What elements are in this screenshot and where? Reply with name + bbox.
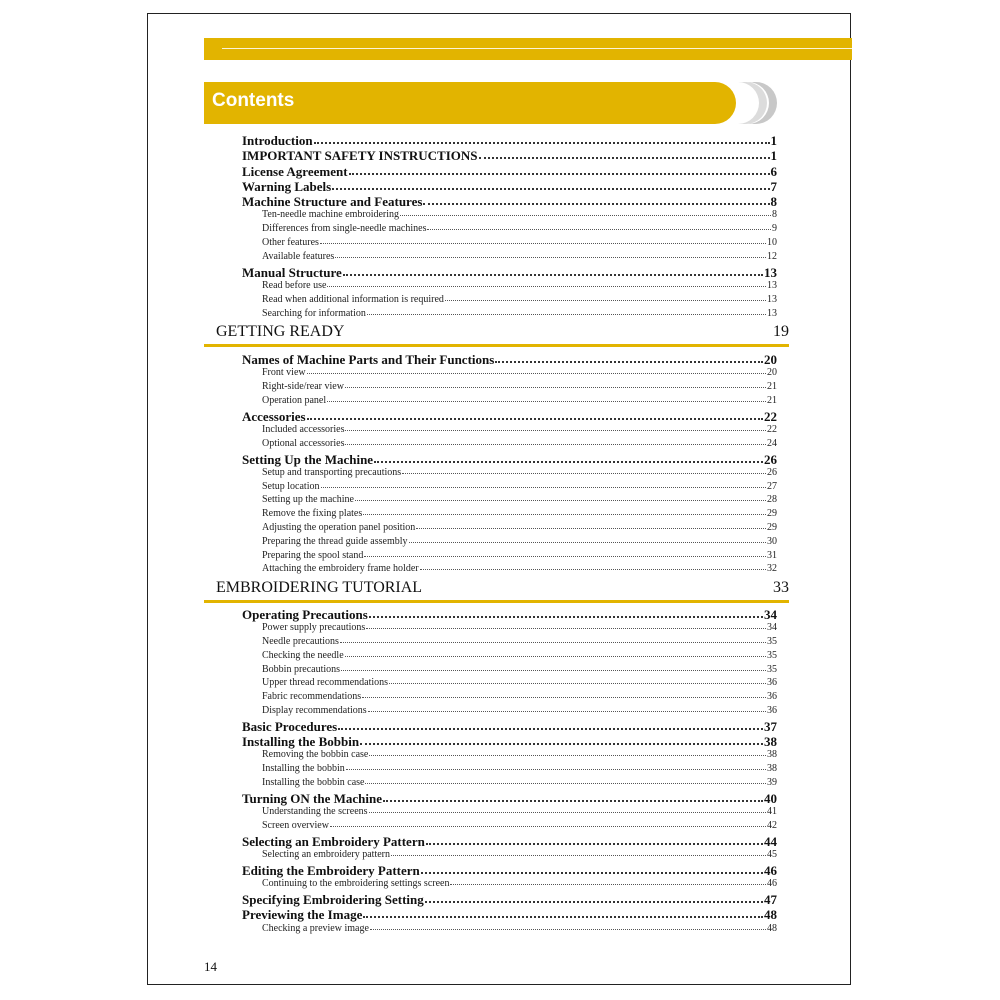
toc-entry[interactable] [242, 352, 777, 367]
toc-getting-ready-list [242, 352, 777, 577]
page-title: Contents [212, 90, 295, 111]
dot-leader [338, 718, 763, 730]
toc-entry-label: Selecting an embroidery pattern [262, 849, 391, 861]
dot-leader [450, 877, 766, 885]
toc-entry[interactable] [242, 719, 777, 734]
dot-leader [420, 562, 766, 570]
toc-entry-page: 37 [764, 718, 777, 734]
toc-entry[interactable] [242, 409, 777, 424]
page-number: 14 [204, 959, 217, 974]
toc-intro-list [242, 133, 777, 321]
dot-leader [367, 307, 766, 315]
toc-entry-label: Included accessories [262, 423, 345, 435]
toc-entry-label: Searching for information [262, 307, 366, 319]
toc-entry-page: 36 [767, 677, 777, 689]
toc-entry-label: Names of Machine Parts and Their Functions [242, 352, 495, 367]
dot-leader [368, 704, 766, 712]
section-page: 33 [773, 579, 789, 596]
toc-entry[interactable] [242, 607, 777, 622]
dot-leader [345, 437, 766, 445]
dot-leader [330, 819, 766, 827]
toc-entry[interactable] [242, 133, 777, 148]
dot-leader [369, 748, 766, 756]
toc-entry-page: 31 [767, 549, 777, 561]
toc-entry-page: 35 [767, 663, 777, 675]
toc-entry-page: 48 [764, 907, 777, 923]
toc-entry-page: 12 [767, 250, 777, 262]
dot-leader [307, 408, 763, 420]
toc-entry-label: Introduction [242, 133, 313, 148]
section-title: GETTING READY [216, 323, 345, 340]
toc-entry-label: Setup and transporting precautions [262, 466, 402, 478]
dot-leader [445, 293, 766, 301]
toc-entry-label: Differences from single-needle machines [262, 223, 427, 235]
toc-entry-page: 27 [767, 480, 777, 492]
dot-leader [364, 549, 766, 557]
toc-entry-page: 20 [767, 367, 777, 379]
toc-entry-label: Preparing the thread guide assembly [262, 535, 408, 547]
dot-leader [321, 480, 767, 488]
dot-leader [425, 891, 763, 903]
dot-leader [365, 776, 766, 784]
toc-entry-label: Installing the Bobbin [242, 734, 360, 750]
dot-leader [341, 663, 766, 671]
toc-subentry[interactable] [242, 563, 777, 577]
header-accent-bar [204, 38, 852, 60]
toc-subentry[interactable] [242, 777, 777, 791]
toc-entry-page: 48 [767, 922, 777, 934]
toc-entry-page: 45 [767, 849, 777, 861]
toc-entry-page: 10 [767, 237, 777, 249]
toc-entry-page: 1 [770, 133, 777, 148]
toc-subentry[interactable] [242, 308, 777, 322]
toc-entry-label: Specifying Embroidering Setting [242, 891, 424, 907]
toc-entry-label: Display recommendations [262, 705, 367, 717]
toc-subentry[interactable] [242, 494, 777, 508]
dot-leader [409, 535, 766, 543]
toc-entry-label: Preparing the spool stand [262, 549, 364, 561]
toc-entry-page: 38 [764, 734, 777, 750]
toc-entry-page: 47 [764, 891, 777, 907]
toc-subentry[interactable] [242, 223, 777, 237]
toc-entry-label: Checking the needle [262, 649, 344, 661]
toc-entry-label: Turning ON the Machine [242, 790, 383, 806]
toc-entry-label: Accessories [242, 408, 306, 424]
toc-entry[interactable] [242, 791, 777, 806]
toc-entry-label: Installing the bobbin [262, 763, 345, 775]
dot-leader [369, 606, 763, 618]
toc-entry-label: Setting Up the Machine [242, 451, 374, 467]
toc-entry-label: Warning Labels [242, 178, 332, 194]
toc-entry[interactable] [242, 265, 777, 280]
toc-entry-page: 35 [767, 636, 777, 648]
toc-entry-label: Fabric recommendations [262, 691, 362, 703]
toc-entry-page: 30 [767, 535, 777, 547]
toc-subentry[interactable] [242, 381, 777, 395]
toc-entry-page: 42 [767, 819, 777, 831]
toc-entry[interactable] [242, 892, 777, 907]
toc-entry-label: Other features [262, 237, 319, 249]
section-heading-getting-ready [204, 323, 789, 347]
toc-entry[interactable] [242, 907, 777, 922]
toc-entry[interactable] [242, 734, 777, 749]
dot-leader [389, 676, 766, 684]
toc-entry-label: Operation panel [262, 394, 327, 406]
manual-page [147, 13, 851, 985]
dot-leader [479, 147, 770, 159]
toc-subentry[interactable] [242, 280, 777, 294]
toc-entry[interactable] [242, 164, 777, 179]
toc-entry-page: 29 [767, 522, 777, 534]
dot-leader [402, 466, 766, 474]
dot-leader [423, 193, 769, 205]
section-heading-embroidering-tutorial [204, 579, 789, 603]
toc-entry-label: Read when additional information is required [262, 293, 444, 305]
section-page: 19 [773, 323, 789, 340]
toc-entry-page: 39 [767, 777, 777, 789]
toc-entry-label: Read before use [262, 279, 327, 291]
toc-entry-page: 9 [772, 223, 777, 235]
toc-subentry[interactable] [242, 467, 777, 481]
toc-entry-page: 29 [767, 508, 777, 520]
toc-subentry[interactable] [242, 923, 777, 937]
toc-subentry[interactable] [242, 677, 777, 691]
toc-subentry[interactable] [242, 622, 777, 636]
toc-entry-page: 32 [767, 563, 777, 575]
toc-entry[interactable] [242, 194, 777, 209]
toc-entry-page: 13 [767, 307, 777, 319]
dot-leader [366, 621, 766, 629]
toc-embroidering-tutorial-list [242, 607, 777, 936]
toc-entry-label: Installing the bobbin case [262, 777, 365, 789]
toc-entry-page: 20 [764, 352, 777, 367]
toc-subentry[interactable] [242, 508, 777, 522]
toc-subentry[interactable] [242, 395, 777, 409]
toc-entry-label: Optional accessories [262, 437, 345, 449]
toc-subentry[interactable] [242, 650, 777, 664]
toc-subentry[interactable] [242, 294, 777, 308]
toc-subentry[interactable] [242, 536, 777, 550]
toc-entry-page: 24 [767, 437, 777, 449]
toc-subentry[interactable] [242, 691, 777, 705]
dot-leader [307, 366, 766, 374]
toc-subentry[interactable] [242, 251, 777, 265]
toc-entry-label: Screen overview [262, 819, 329, 831]
toc-subentry[interactable] [242, 424, 777, 438]
dot-leader [369, 805, 766, 813]
toc-entry-label: Adjusting the operation panel position [262, 522, 416, 534]
dot-leader [335, 250, 766, 258]
toc-entry-page: 46 [764, 862, 777, 878]
dot-leader [363, 507, 766, 515]
toc-entry-page: 38 [767, 763, 777, 775]
toc-entry-label: License Agreement [242, 163, 348, 179]
dot-leader [343, 264, 763, 276]
toc-subentry[interactable] [242, 550, 777, 564]
toc-subentry[interactable] [242, 237, 777, 251]
toc-entry-label: Machine Structure and Features [242, 194, 423, 210]
dot-leader [495, 351, 763, 363]
toc-entry-page: 46 [767, 878, 777, 890]
dot-leader [327, 394, 766, 402]
toc-entry-page: 13 [767, 279, 777, 291]
toc-subentry[interactable] [242, 749, 777, 763]
toc-entry-label: Remove the fixing plates [262, 508, 363, 520]
dot-leader [362, 690, 766, 698]
toc-entry-page: 38 [767, 749, 777, 761]
toc-subentry[interactable] [242, 209, 777, 223]
section-title: EMBROIDERING TUTORIAL [216, 579, 423, 596]
dot-leader [426, 833, 763, 845]
dot-leader [355, 493, 766, 501]
dot-leader [391, 848, 766, 856]
toc-entry-label: Editing the Embroidery Pattern [242, 862, 420, 878]
toc-entry-page: 21 [767, 394, 777, 406]
toc-subentry[interactable] [242, 705, 777, 719]
toc-subentry[interactable] [242, 820, 777, 834]
toc-subentry[interactable] [242, 878, 777, 892]
toc-entry-page: 34 [767, 622, 777, 634]
toc-entry-page: 36 [767, 705, 777, 717]
toc-subentry[interactable] [242, 636, 777, 650]
toc-entry-page: 41 [767, 806, 777, 818]
toc-entry[interactable] [242, 863, 777, 878]
toc-entry-label: Front view [262, 367, 306, 379]
dot-leader [374, 451, 763, 463]
toc-entry-page: 1 [770, 148, 777, 164]
toc-entry-label: Attaching the embroidery frame holder [262, 563, 419, 575]
toc-entry-page: 26 [764, 451, 777, 467]
toc-entry-label: Checking a preview image [262, 922, 369, 934]
toc-entry-page: 44 [764, 833, 777, 849]
toc-entry-page: 22 [764, 408, 777, 424]
dot-leader [383, 790, 763, 802]
toc-entry-page: 13 [764, 264, 777, 280]
dot-leader [370, 922, 766, 930]
toc-subentry[interactable] [242, 849, 777, 863]
toc-entry-label: Previewing the Image [242, 907, 363, 923]
toc-entry-label: Upper thread recommendations [262, 677, 389, 689]
dot-leader [427, 222, 771, 230]
dot-leader [349, 163, 770, 175]
toc-subentry[interactable] [242, 763, 777, 777]
toc-entry-label: Manual Structure [242, 264, 342, 280]
toc-entry-page: 28 [767, 494, 777, 506]
toc-entry-page: 26 [767, 466, 777, 478]
toc-entry-page: 6 [770, 163, 777, 179]
toc-entry-label: Setup location [262, 480, 320, 492]
toc-entry-label: Right-side/rear view [262, 381, 344, 393]
toc-entry-label: Basic Procedures [242, 718, 338, 734]
toc-entry-label: Needle precautions [262, 636, 339, 648]
toc-entry-page: 21 [767, 381, 777, 393]
toc-subentry[interactable] [242, 367, 777, 381]
toc-subentry[interactable] [242, 522, 777, 536]
toc-subentry[interactable] [242, 481, 777, 495]
toc-entry-label: Power supply precautions [262, 622, 366, 634]
dot-leader [400, 208, 771, 216]
toc-entry-page: 35 [767, 649, 777, 661]
toc-entry-page: 36 [767, 691, 777, 703]
toc-entry-label: Operating Precautions [242, 607, 368, 622]
toc-entry-page: 8 [770, 194, 777, 210]
toc-subentry[interactable] [242, 438, 777, 452]
toc-entry-label: Ten-needle machine embroidering [262, 209, 400, 221]
dot-leader [416, 521, 766, 529]
toc-entry-page: 13 [767, 293, 777, 305]
dot-leader [327, 279, 766, 287]
toc-entry-label: Setting up the machine [262, 494, 354, 506]
toc-entry-page: 8 [772, 209, 777, 221]
dot-leader [421, 862, 763, 874]
toc-entry[interactable] [242, 834, 777, 849]
dot-leader [332, 178, 769, 190]
toc-entry-label: IMPORTANT SAFETY INSTRUCTIONS [242, 148, 478, 164]
toc-entry-page: 7 [770, 178, 777, 194]
toc-entry-label: Continuing to the embroidering settings screen [262, 878, 450, 890]
dot-leader [346, 762, 766, 770]
toc-subentry[interactable] [242, 664, 777, 678]
toc-entry-page: 40 [764, 790, 777, 806]
dot-leader [314, 132, 770, 144]
toc-entry[interactable] [242, 148, 777, 163]
toc-entry-label: Understanding the screens [262, 806, 368, 818]
toc-entry-label: Available features [262, 250, 335, 262]
toc-subentry[interactable] [242, 806, 777, 820]
toc-entry-page: 22 [767, 423, 777, 435]
toc-entry[interactable] [242, 452, 777, 467]
toc-entry-page: 34 [764, 607, 777, 622]
dot-leader [345, 423, 766, 431]
banner-swoosh-decoration [732, 82, 778, 124]
contents-banner [204, 82, 736, 124]
dot-leader [345, 649, 766, 657]
dot-leader [363, 906, 763, 918]
toc-entry-label: Selecting an Embroidery Pattern [242, 833, 425, 849]
toc-entry-label: Removing the bobbin case [262, 749, 369, 761]
dot-leader [320, 236, 766, 244]
toc-entry-label: Bobbin precautions [262, 663, 341, 675]
dot-leader [360, 733, 763, 745]
toc-entry[interactable] [242, 179, 777, 194]
dot-leader [340, 635, 766, 643]
dot-leader [345, 380, 766, 388]
